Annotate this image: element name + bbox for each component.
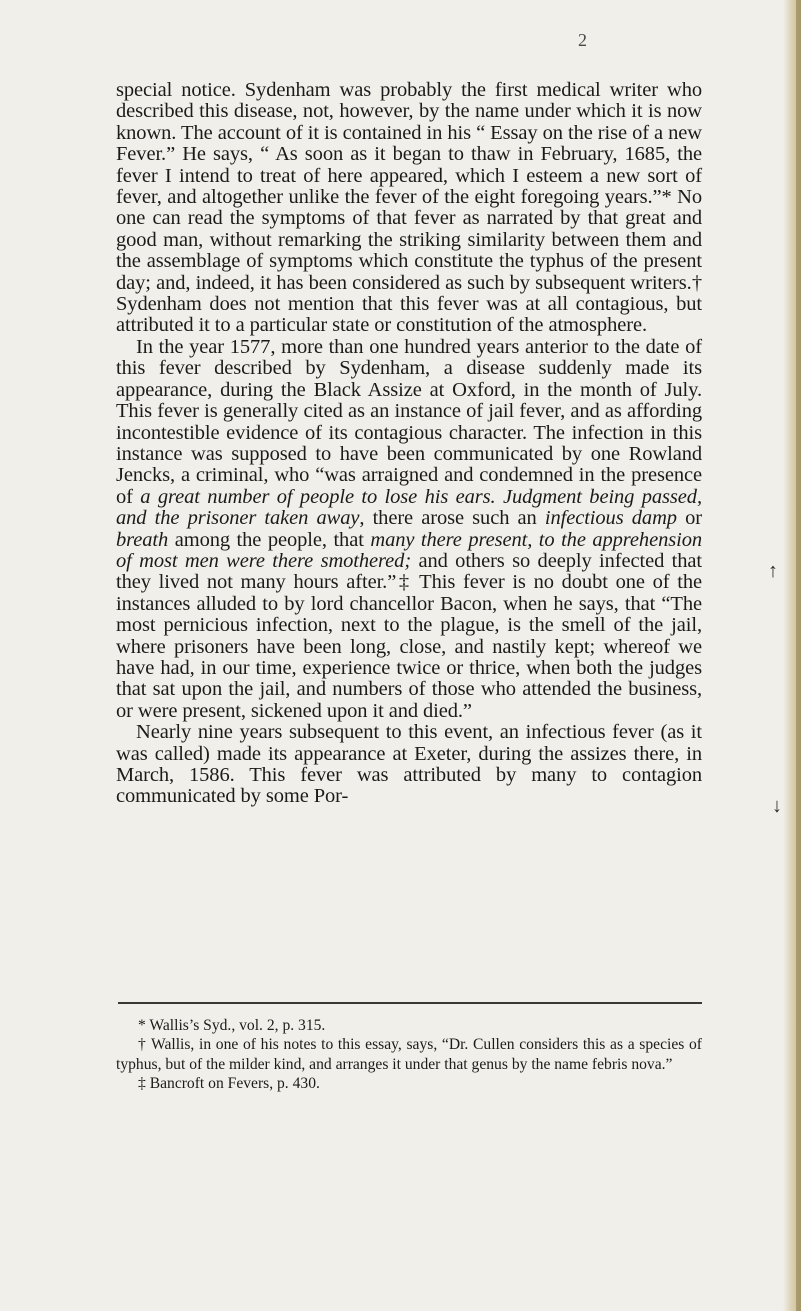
footnote-2: † Wallis, in one of his notes to this essay, says, “Dr. Cullen considers this as a species of typhus, but of the milder kind, and arranges it under that genus by the name febris nova.” — [116, 1036, 702, 1073]
italic-segment: breath — [116, 528, 169, 551]
italic-segment: many there present, to the apprehension of most men were there smothered; — [116, 528, 702, 572]
paragraph-1 — [116, 80, 702, 337]
text-segment: special notice. Sydenham was probably the first medical writer who described this disease, not, however, by the name under which it is now known. The account of it is contained in his “ Essay on the rise of a new Fever.” He says, “ As soon as it began to thaw in February, 1685, the fever I intend to treat of here appeared, which I esteem a new sort of fever, and altogether unlike the fever of the eight foregoing years.”* No one can read the symptoms of that fever as narrated by that great and good man, without remarking the striking similarity between them and the assemblage of symptoms which constitute the typhus of the present day; and, indeed, it has been considered as such by subsequent writers.† Sydenham does not mention that this fever was at all contagious, but attributed it to a particular state or constitution of the atmosphere. — [116, 79, 702, 337]
text-segment: In the year 1577, more than one hundred years anterior to the date of this fever described by Sydenham, a disease suddenly made its appearance, during the Black Assize at Oxford, in the month of July. This fever is generally cited as an instance of jail fever, and as affording incontestible evidence of its contagious character. The infection in this instance was supposed to have been communicated by one Rowland Jencks, a criminal, who “was arraigned and condemned in the presence of — [116, 335, 702, 508]
page-number: 2 — [578, 30, 587, 50]
page-edge-shadow — [783, 0, 801, 1311]
footnote-1: * Wallis’s Syd., vol. 2, p. 315. — [138, 1017, 326, 1034]
italic-segment: a great number of people to lose his ears. Judgment being passed, and the prisoner taken away — [116, 485, 702, 530]
footnote-divider — [118, 1002, 702, 1004]
margin-arrow-up-icon: ↑ — [768, 560, 778, 582]
text-segment: Nearly nine years subsequent to this event, an infectious fever (as it was called) made its appearance at Exeter, during the assizes there, in March, 1586. This fever was attributed by many to contagion communicated by some Por- — [116, 721, 702, 808]
text-segment: among the people, that — [168, 528, 371, 551]
paragraph-3 — [116, 722, 702, 808]
body-text — [116, 80, 702, 808]
footnote-3: ‡ Bancroft on Fevers, p. 430. — [138, 1075, 320, 1093]
paragraph-2 — [116, 337, 702, 722]
text-segment: , there arose such an — [359, 507, 545, 530]
italic-segment: infectious damp — [544, 507, 677, 530]
text-segment: or — [676, 507, 702, 530]
text-segment: and others so deeply infected that they lived not many hours after.”‡ This fever is no doubt one of the instances alluded to by lord chancellor Bacon, when he says, that “The most pernicious infection, next to the plague, is the smell of the jail, where prisoners have been long, close, and nastily kept; whereof we have had, in our time, experience twice or thrice, when both the judges that sat upon the jail, and numbers of those who attended the business, or were present, sickened upon it and died.” — [116, 549, 702, 722]
footnotes — [116, 1016, 702, 1094]
margin-arrow-down-icon: ↓ — [772, 795, 782, 817]
